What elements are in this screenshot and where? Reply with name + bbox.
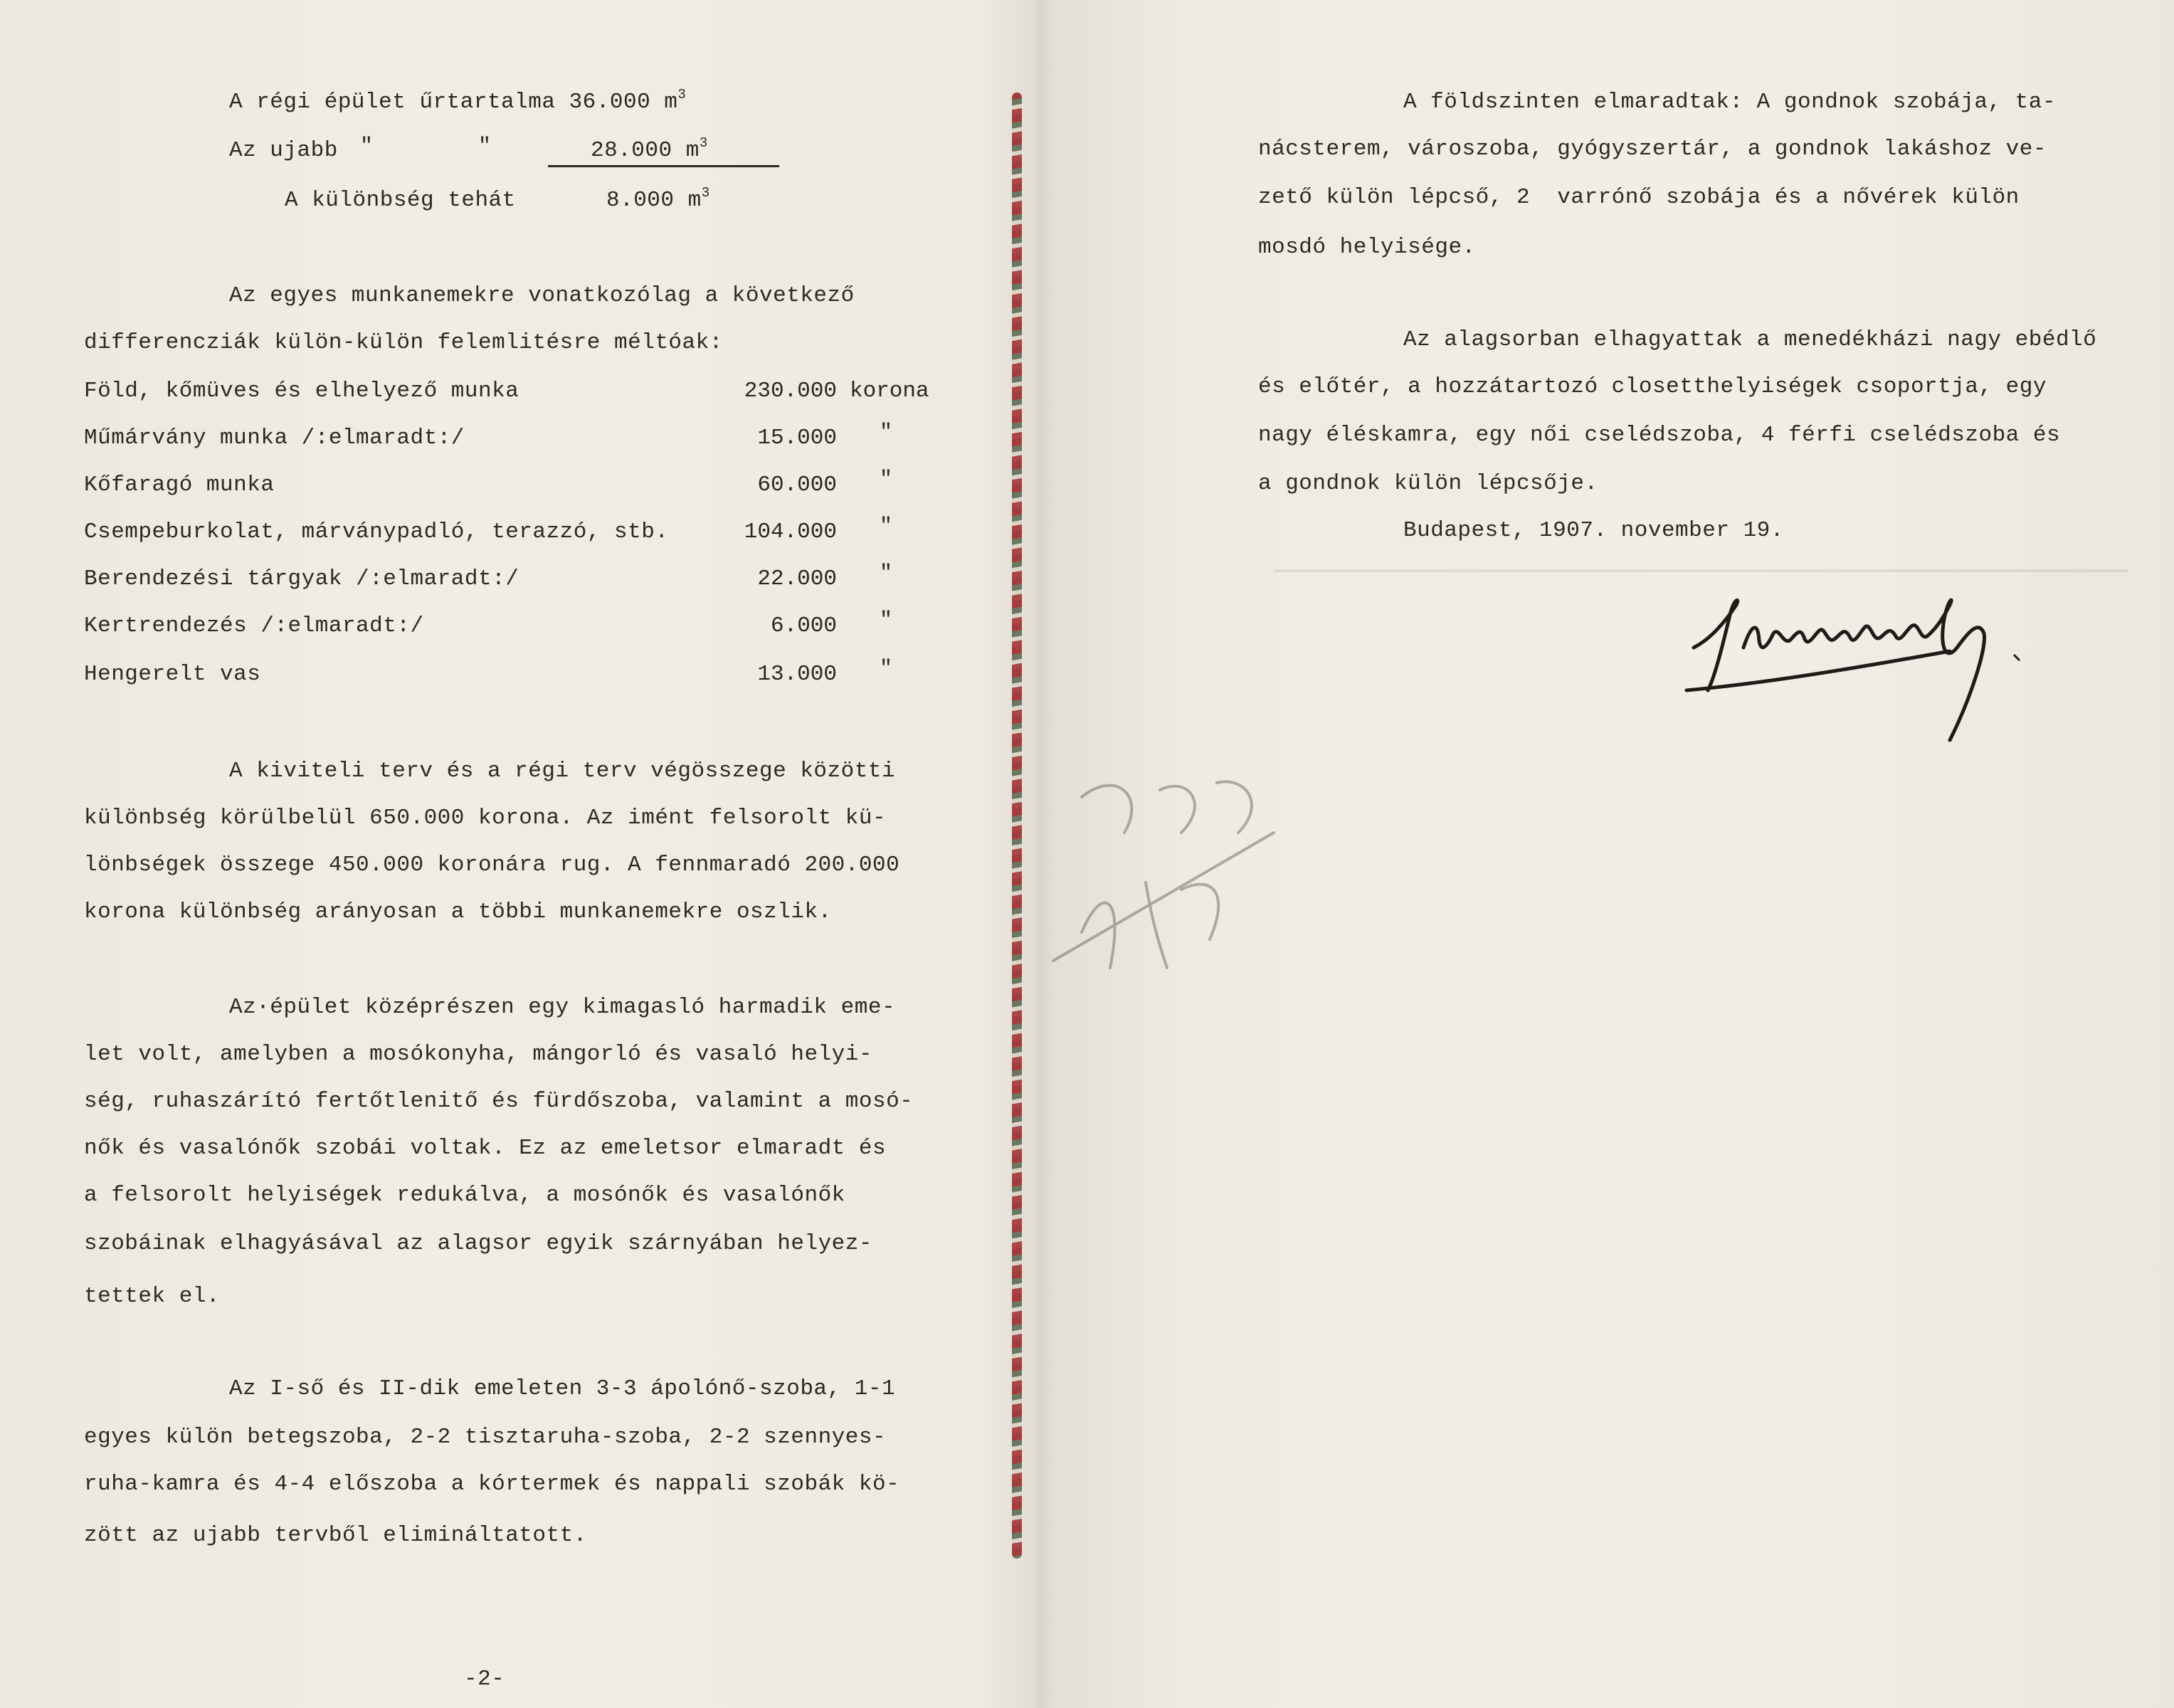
item-unit: ″ (880, 515, 893, 539)
body-line: szobáinak elhagyásával az alagsor egyik szárnyában helyez- (84, 1231, 872, 1256)
item-label: Kőfaragó munka (84, 473, 275, 497)
body-line: Az alagsorban elhagyattak a menedékházi nagy ebédlő (1403, 327, 2097, 352)
item-label: Műmárvány munka /:elmaradt:/ (84, 426, 465, 450)
volume-row-new-label: Az ujabb (229, 138, 338, 163)
intro-line: differencziák külön-külön felemlitésre méltóak: (84, 330, 723, 355)
body-line: mosdó helyisége. (1258, 235, 1476, 260)
sum-rule (548, 165, 779, 167)
item-label: Föld, kőmüves és elhelyező munka (84, 379, 519, 404)
date-line: Budapest, 1907. november 19. (1403, 518, 1784, 543)
body-line: tettek el. (84, 1284, 221, 1309)
item-label: Csempeburkolat, márványpadló, terazzó, stb. (84, 520, 669, 544)
body-line: Az·épület középrészen egy kimagasló harmadik eme- (229, 995, 896, 1020)
body-line: és előtér, a hozzátartozó closetthelyiségek csoportja, egy (1258, 374, 2047, 399)
item-label: Kertrendezés /:elmaradt:/ (84, 613, 424, 638)
intro-line: Az egyes munkanemekre vonatkozólag a következő (229, 283, 855, 308)
body-line: lönbségek összege 450.000 koronára rug. A fennmaradó 200.000 (84, 853, 900, 877)
body-line: korona különbség arányosan a többi munkanemekre oszlik. (84, 900, 832, 924)
left-page (0, 0, 1018, 1708)
volume-row-diff-value: 8.000 $m^3$ (606, 185, 710, 213)
item-value: 104.000 (744, 520, 837, 544)
item-value: 22.000 (757, 566, 837, 591)
body-line: let volt, amelyben a mosókonyha, mángorló és vasaló helyi- (84, 1042, 872, 1067)
body-line: Az I-ső és II-dik emeleten 3-3 ápolónő-szoba, 1-1 (229, 1376, 896, 1401)
volume-row-old: A régi épület űrtartalma 36.000 $m^3$ (229, 87, 687, 115)
item-unit: ″ (880, 562, 893, 586)
volume-row-new-value: 28.000 $m^3$ (591, 135, 708, 163)
item-unit: ″ (880, 421, 893, 445)
item-value: 60.000 (757, 473, 837, 497)
volume-row-diff-label: A különbség tehát (285, 188, 516, 213)
body-line: zött az ujabb tervből elimináltatott. (84, 1523, 587, 1548)
body-line: nácsterem, városzoba, gyógyszertár, a gondnok lakáshoz ve- (1258, 137, 2047, 162)
item-label: Berendezési tárgyak /:elmaradt:/ (84, 566, 519, 591)
body-line: zető külön lépcső, 2 varrónő szobája és a nővérek külön (1258, 185, 2020, 210)
body-line: egyes külön betegszoba, 2-2 tisztaruha-szoba, 2-2 szennyes- (84, 1425, 887, 1450)
item-value: 6.000 (770, 613, 837, 638)
handwritten-signature (1679, 576, 2078, 754)
body-line: nagy éléskamra, egy női cselédszoba, 4 férfi cselédszoba és (1258, 423, 2061, 448)
item-value: 15.000 (757, 426, 837, 450)
body-line: ruha-kamra és 4-4 előszoba a kórtermek és nappali szobák kö- (84, 1472, 900, 1497)
item-unit: ″ (880, 608, 893, 633)
body-line: a felsorolt helyiségek redukálva, a mosónők és vasalónők (84, 1183, 845, 1208)
pencil-annotation (1039, 754, 1295, 1025)
body-line: különbség körülbelül 650.000 korona. Az imént felsorolt kü- (84, 806, 887, 831)
item-value: 230.000 (744, 379, 837, 404)
item-unit: ″ (880, 468, 893, 492)
item-unit: korona (850, 379, 929, 404)
body-line: A kiviteli terv és a régi terv végösszege közötti (229, 759, 896, 784)
body-line: A földszinten elmaradtak: A gondnok szobája, ta- (1403, 90, 2056, 115)
item-label: Hengerelt vas (84, 662, 261, 687)
item-value: 13.000 (757, 662, 837, 687)
body-line: nők és vasalónők szobái voltak. Ez az emeletsor elmaradt és (84, 1136, 887, 1161)
body-line: a gondnok külön lépcsője. (1258, 471, 1598, 496)
page-number: -2- (464, 1667, 505, 1692)
item-unit: ″ (880, 657, 893, 681)
ditto-mark: ″ (478, 135, 492, 159)
ditto-mark: ″ (360, 135, 374, 159)
body-line: ség, ruhaszárító fertőtlenitő és fürdőszoba, valamint a mosó- (84, 1089, 914, 1114)
